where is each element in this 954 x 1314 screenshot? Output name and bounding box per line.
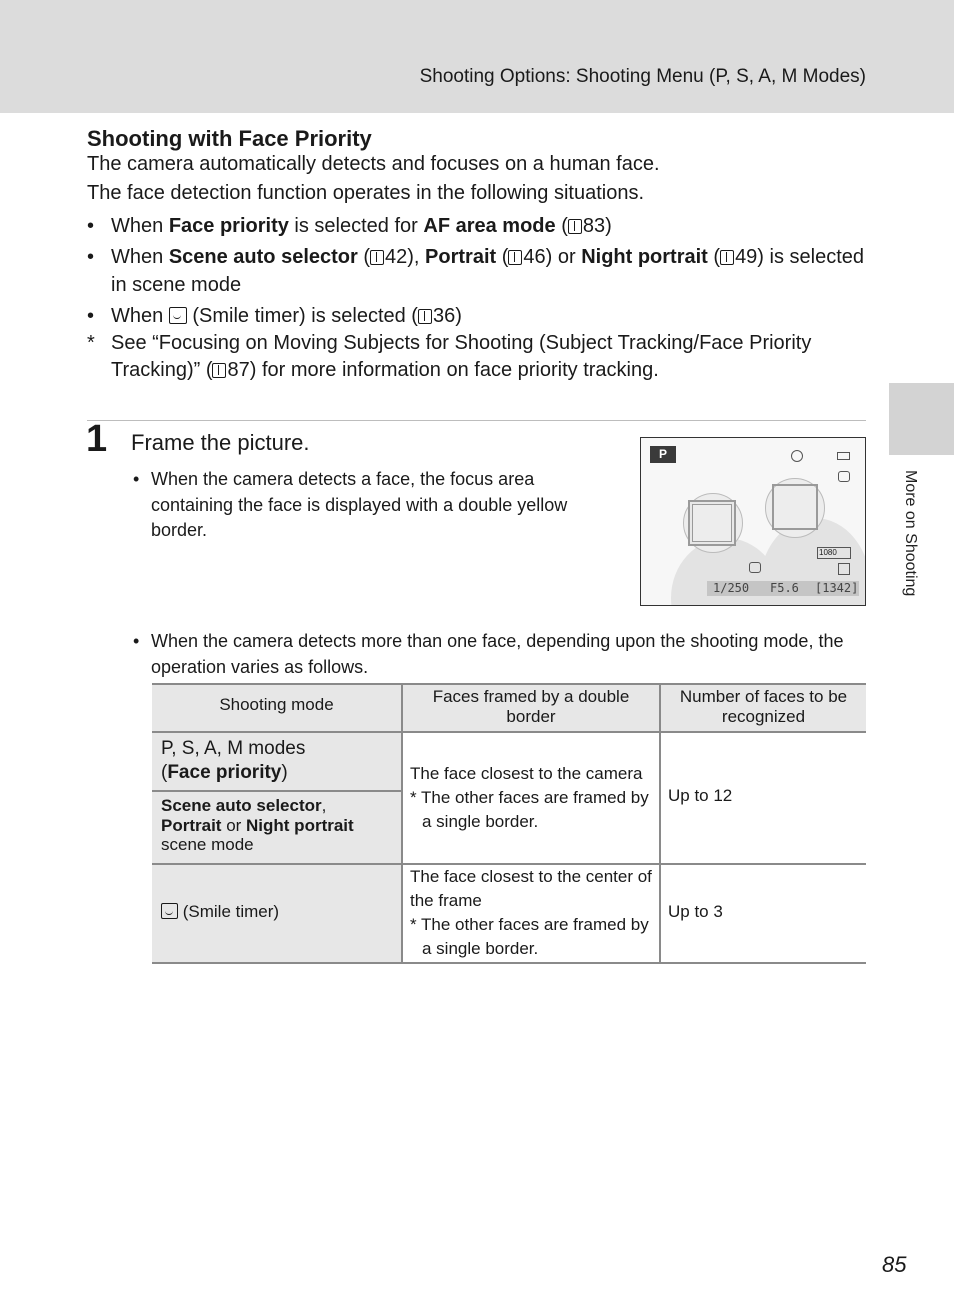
smile-timer-icon xyxy=(169,307,187,324)
text: When the camera detects a face, the focus area containing the face is displayed with a double yellow border. xyxy=(151,469,568,540)
header-shooting-mode: Shooting mode xyxy=(219,695,334,714)
table-row-divider xyxy=(152,790,401,792)
mode-psam-line-1: P, S, A, M modes xyxy=(161,738,306,759)
text: ( xyxy=(496,246,509,268)
section-divider xyxy=(87,420,866,421)
flash-mode-icon xyxy=(791,450,803,462)
movie-mode-icon xyxy=(817,547,851,559)
faces-framed-smile xyxy=(410,865,654,961)
smile-timer-icon xyxy=(161,903,178,919)
step-number: 1 xyxy=(86,418,108,460)
text: When xyxy=(111,215,169,237)
page-ref[interactable]: 46) or xyxy=(523,246,582,268)
table-bottom-border xyxy=(152,962,866,964)
exposures-remaining: [1342] xyxy=(815,581,859,595)
page-ref-icon xyxy=(212,363,226,378)
bullet-dot: • xyxy=(87,305,95,327)
mode-smile-timer xyxy=(161,902,396,922)
page-ref[interactable]: 36) xyxy=(432,305,462,327)
side-tab-label: More on Shooting xyxy=(902,470,919,597)
term-scene-auto-selector: Scene auto selector xyxy=(168,246,358,268)
page-ref-icon xyxy=(720,250,734,265)
text: (Smile timer) is selected ( xyxy=(186,305,418,327)
tracking-note xyxy=(87,330,871,384)
faces-framed-line-1: The face closest to the camera xyxy=(410,764,643,783)
header-number-of-faces: Number of faces to be recognized xyxy=(679,687,848,726)
page-ref[interactable]: 42), xyxy=(385,246,426,268)
table-top-border xyxy=(152,683,866,685)
mode-psam-line-2 xyxy=(161,761,396,785)
mode-scene-line-3: scene mode xyxy=(161,835,254,854)
header-faces-framed: Faces framed by a double border xyxy=(432,687,630,726)
text: ( xyxy=(357,246,370,268)
text: ) xyxy=(281,762,288,783)
term-scene-auto-selector: Scene auto selector xyxy=(161,796,322,815)
situation-bullet-1 xyxy=(87,212,871,240)
term-night-portrait: Night portrait xyxy=(246,815,354,835)
faces-framed-group1 xyxy=(410,762,654,834)
step-bullet-1 xyxy=(133,467,611,544)
side-tab xyxy=(889,383,954,455)
face-focus-frame-single xyxy=(772,484,818,530)
mode-psam xyxy=(161,737,396,785)
text: or xyxy=(221,815,247,835)
shutter-speed: 1/250 xyxy=(713,581,750,595)
text: When the camera detects more than one face, depending upon the shooting mode, the operation varies as follows. xyxy=(151,631,844,677)
text: ( xyxy=(161,762,168,783)
table-header-border xyxy=(152,731,866,733)
situation-bullet-3 xyxy=(87,302,871,330)
bullet-dot: • xyxy=(133,469,140,489)
situation-bullet-2 xyxy=(87,243,871,299)
page-ref-icon xyxy=(568,219,582,234)
page-ref-icon xyxy=(370,250,384,265)
page-ref[interactable]: 49) is selected in scene mode xyxy=(111,246,865,296)
text: When xyxy=(111,305,169,327)
term-portrait: Portrait xyxy=(161,815,222,835)
page-number: 85 xyxy=(882,1252,907,1277)
aperture-value: F5.6 xyxy=(770,581,799,595)
faces-framed-note: * The other faces are framed by a single border. xyxy=(410,788,649,831)
vibration-reduction-icon xyxy=(838,471,850,482)
movie-label: 1080 xyxy=(819,548,837,557)
text: See “Focusing on Moving Subjects for Shooting (Subject Tracking/Face Priority Tracking)” ( xyxy=(111,332,812,381)
term-af-area-mode: AF area mode xyxy=(423,215,556,237)
faces-count-group1: Up to 12 xyxy=(668,786,733,805)
text: ( xyxy=(555,215,568,237)
mode-scene xyxy=(161,796,396,855)
note-marker: * xyxy=(87,332,95,354)
page-ref[interactable]: 83) xyxy=(582,215,612,237)
section-title: Shooting with Face Priority xyxy=(87,126,372,151)
term-portrait: Portrait xyxy=(425,246,497,268)
header-title: Shooting Options: Shooting Menu (P, S, A, M Modes) xyxy=(419,66,866,87)
bullet-dot: • xyxy=(133,631,140,651)
faces-framed-note: * The other faces are framed by a single border. xyxy=(410,915,649,958)
text: (Smile timer) xyxy=(178,902,280,921)
battery-icon xyxy=(837,452,850,460)
bullet-dot: • xyxy=(87,246,95,268)
intro-line-2: The face detection function operates in the following situations. xyxy=(87,182,645,204)
mode-scene-line-2 xyxy=(161,816,396,836)
intro-line-1: The camera automatically detects and focuses on a human face. xyxy=(87,153,660,175)
internal-memory-icon xyxy=(749,562,761,573)
text: , xyxy=(321,796,327,815)
camera-screen-illustration xyxy=(640,437,866,606)
header-band xyxy=(0,0,954,113)
image-mode-icon xyxy=(838,563,850,575)
step-bullet-2 xyxy=(133,628,866,680)
page-ref[interactable]: 87) for more information on face priority tracking. xyxy=(227,359,659,381)
term-face-priority: Face priority xyxy=(167,762,282,783)
text: is selected for xyxy=(288,215,424,237)
page-ref-icon xyxy=(508,250,522,265)
page-ref-icon xyxy=(418,309,432,324)
shooting-mode-indicator: P xyxy=(650,446,676,463)
term-face-priority: Face priority xyxy=(168,215,289,237)
faces-count-smile: Up to 3 xyxy=(668,902,723,921)
face-focus-frame-double xyxy=(688,500,736,546)
text: ( xyxy=(707,246,721,268)
step-title: Frame the picture. xyxy=(131,430,310,455)
bullet-dot: • xyxy=(87,215,95,237)
text: When xyxy=(111,246,169,268)
faces-framed-line-1: The face closest to the center of the frame xyxy=(410,867,652,910)
mode-scene-line-1 xyxy=(161,796,396,816)
term-night-portrait: Night portrait xyxy=(581,246,708,268)
